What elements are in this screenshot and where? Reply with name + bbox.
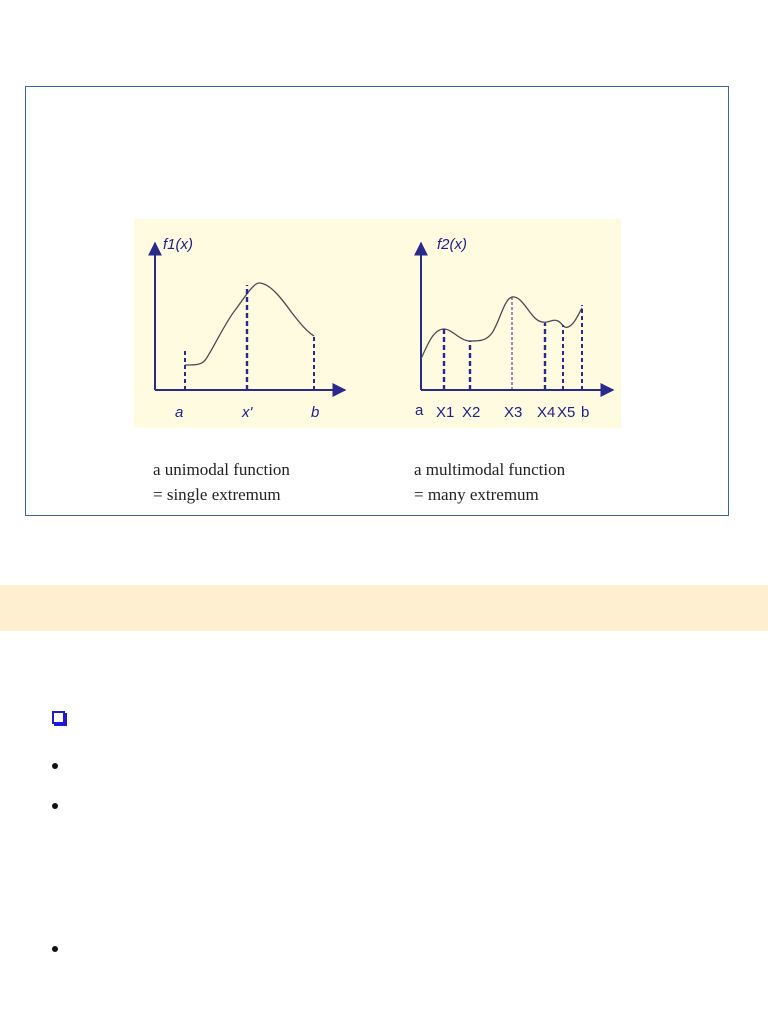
right-tick-x3: X3	[504, 404, 523, 421]
left-tick-a: a	[175, 404, 184, 421]
right-tick-x4: X4	[537, 404, 556, 421]
left-curve	[185, 283, 314, 365]
figure-frame	[25, 86, 729, 516]
right-tick-x5: X5	[557, 404, 576, 421]
checkbox-bullet-icon	[52, 711, 65, 724]
bullet-dot-3	[52, 946, 58, 952]
function-plots	[134, 219, 621, 428]
right-tick-b: b	[581, 404, 590, 421]
caption-unimodal-line1: a unimodal function	[153, 460, 290, 479]
right-ylabel: f2(x)	[437, 236, 467, 253]
left-ylabel: f1(x)	[163, 236, 193, 253]
caption-unimodal	[153, 457, 290, 507]
highlight-band	[0, 585, 768, 631]
bullet-dot-1	[52, 763, 58, 769]
bullet-dot-2	[52, 803, 58, 809]
left-tick-b: b	[311, 404, 320, 421]
plot-panel	[134, 219, 621, 428]
caption-multimodal-line1: a multimodal function	[414, 460, 566, 479]
right-tick-a: a	[415, 402, 424, 419]
caption-unimodal-line2: = single extremum	[153, 485, 281, 504]
left-tick-xprime: x'	[242, 404, 253, 421]
caption-multimodal-line2: = many extremum	[414, 485, 539, 504]
right-tick-x2: X2	[462, 404, 481, 421]
caption-multimodal	[414, 457, 565, 507]
right-tick-x1: X1	[436, 404, 455, 421]
